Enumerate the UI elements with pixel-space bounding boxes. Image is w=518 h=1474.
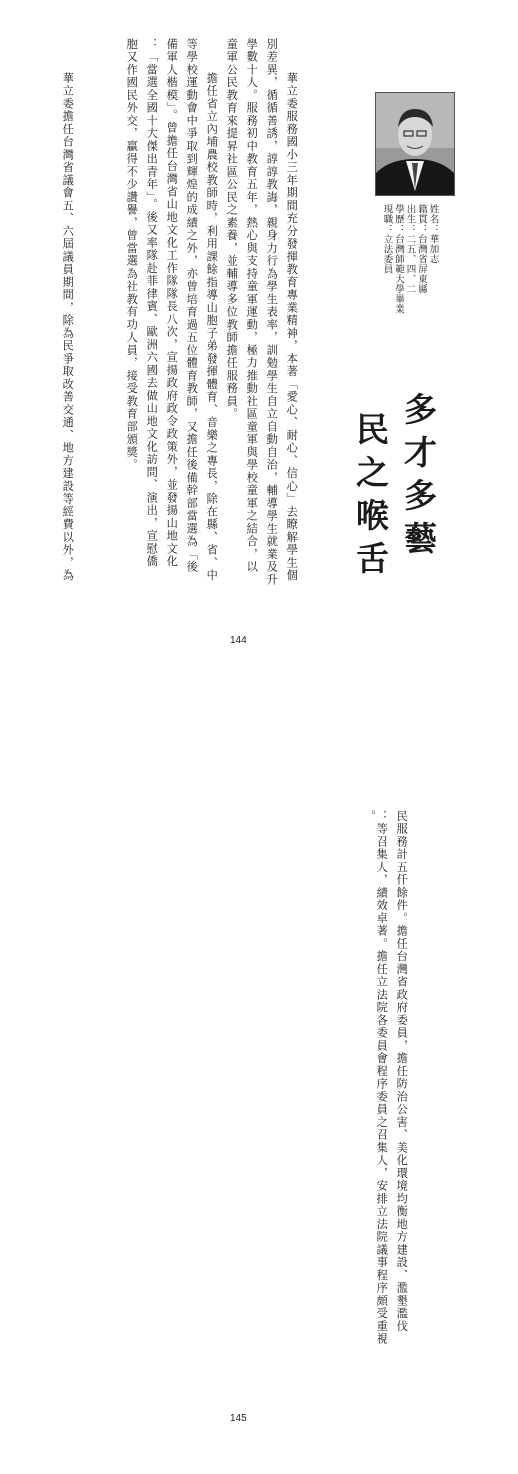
profile-birth: 出生：二五、四、二 [404, 204, 416, 294]
body-column: 胞又作國民外交，贏得不少讚譽，曾當選為社教有功人員，接受教育部頒獎。 [125, 38, 139, 472]
body-column: 別差異，循循善誘，諄諄教誨，親身力行為學生表率，訓勉學生自立自動自治，輔導學生就業及升 [265, 38, 279, 587]
body-column: ：等召集人，績效卓著。擔任立法院各委員會程序委員之召集人，安排立法院議事程序頗受重視 [375, 810, 389, 1346]
page-145 [0, 737, 518, 1474]
faint-mark: ​ [3, 748, 9, 757]
body-column: 。 [363, 810, 377, 823]
profile-position: 現職：立法委員 [381, 204, 393, 274]
page-number: 145 [230, 1413, 247, 1424]
page-number: 144 [230, 635, 247, 646]
body-column: 等學校運動會中爭取到輝煌的成績之外，亦曾培育過五位體育教師，又擔任後備幹部當選為「後 [185, 38, 199, 574]
body-column: 童軍公民教育來提昇社區公民之素養，並輔導多位教師擔任服務員。 [225, 38, 239, 421]
body-column: 備軍人楷模」。曾擔任台灣省山地文化工作隊隊長八次，宣揚政府政令政策外，並發揚山地文化 [165, 38, 179, 568]
profile-name: 姓名：華加志 [427, 204, 439, 264]
title-line-1: 多才多藝 [399, 392, 438, 564]
profile-info [382, 204, 438, 384]
title-line-2: 民之喉舌 [351, 412, 390, 584]
body-column: ：「當選全國十大傑出青年」。後又率隊赴菲律賓、歐洲六國去做山地文化訪問、演出，宣慰僑 [145, 38, 159, 568]
body-column: 民服務計五仟餘件。擔任台灣省政府委員，擔任防治公害、美化環境均衡地方建設、濫墾濫伐 [395, 810, 409, 1333]
body-column: 華立委擔任台灣省議會五、六屆議員期間，除為民爭取改善交通、地方建設等經費以外，為 [61, 72, 75, 582]
body-column: 擔任省立內埔農校教師時，利用課餘指導山胞子弟發揮體育、音樂之專長，除在縣、省、中 [205, 72, 219, 582]
body-column: 華立委服務國小三年期間充分發揮教育專業精神，本著「愛心、耐心、信心」去瞭解學生個 [285, 72, 299, 582]
body-column: 學數十人。服務初中教育五年，熱心與支持童軍運動，極力推動社區童軍與學校童軍之結合，以 [245, 38, 259, 574]
profile-origin: 籍貫：台灣省屏東縣 [416, 204, 427, 294]
profile-education: 學歷：台灣師範大學畢業 [393, 204, 404, 314]
portrait-photo [375, 92, 455, 196]
